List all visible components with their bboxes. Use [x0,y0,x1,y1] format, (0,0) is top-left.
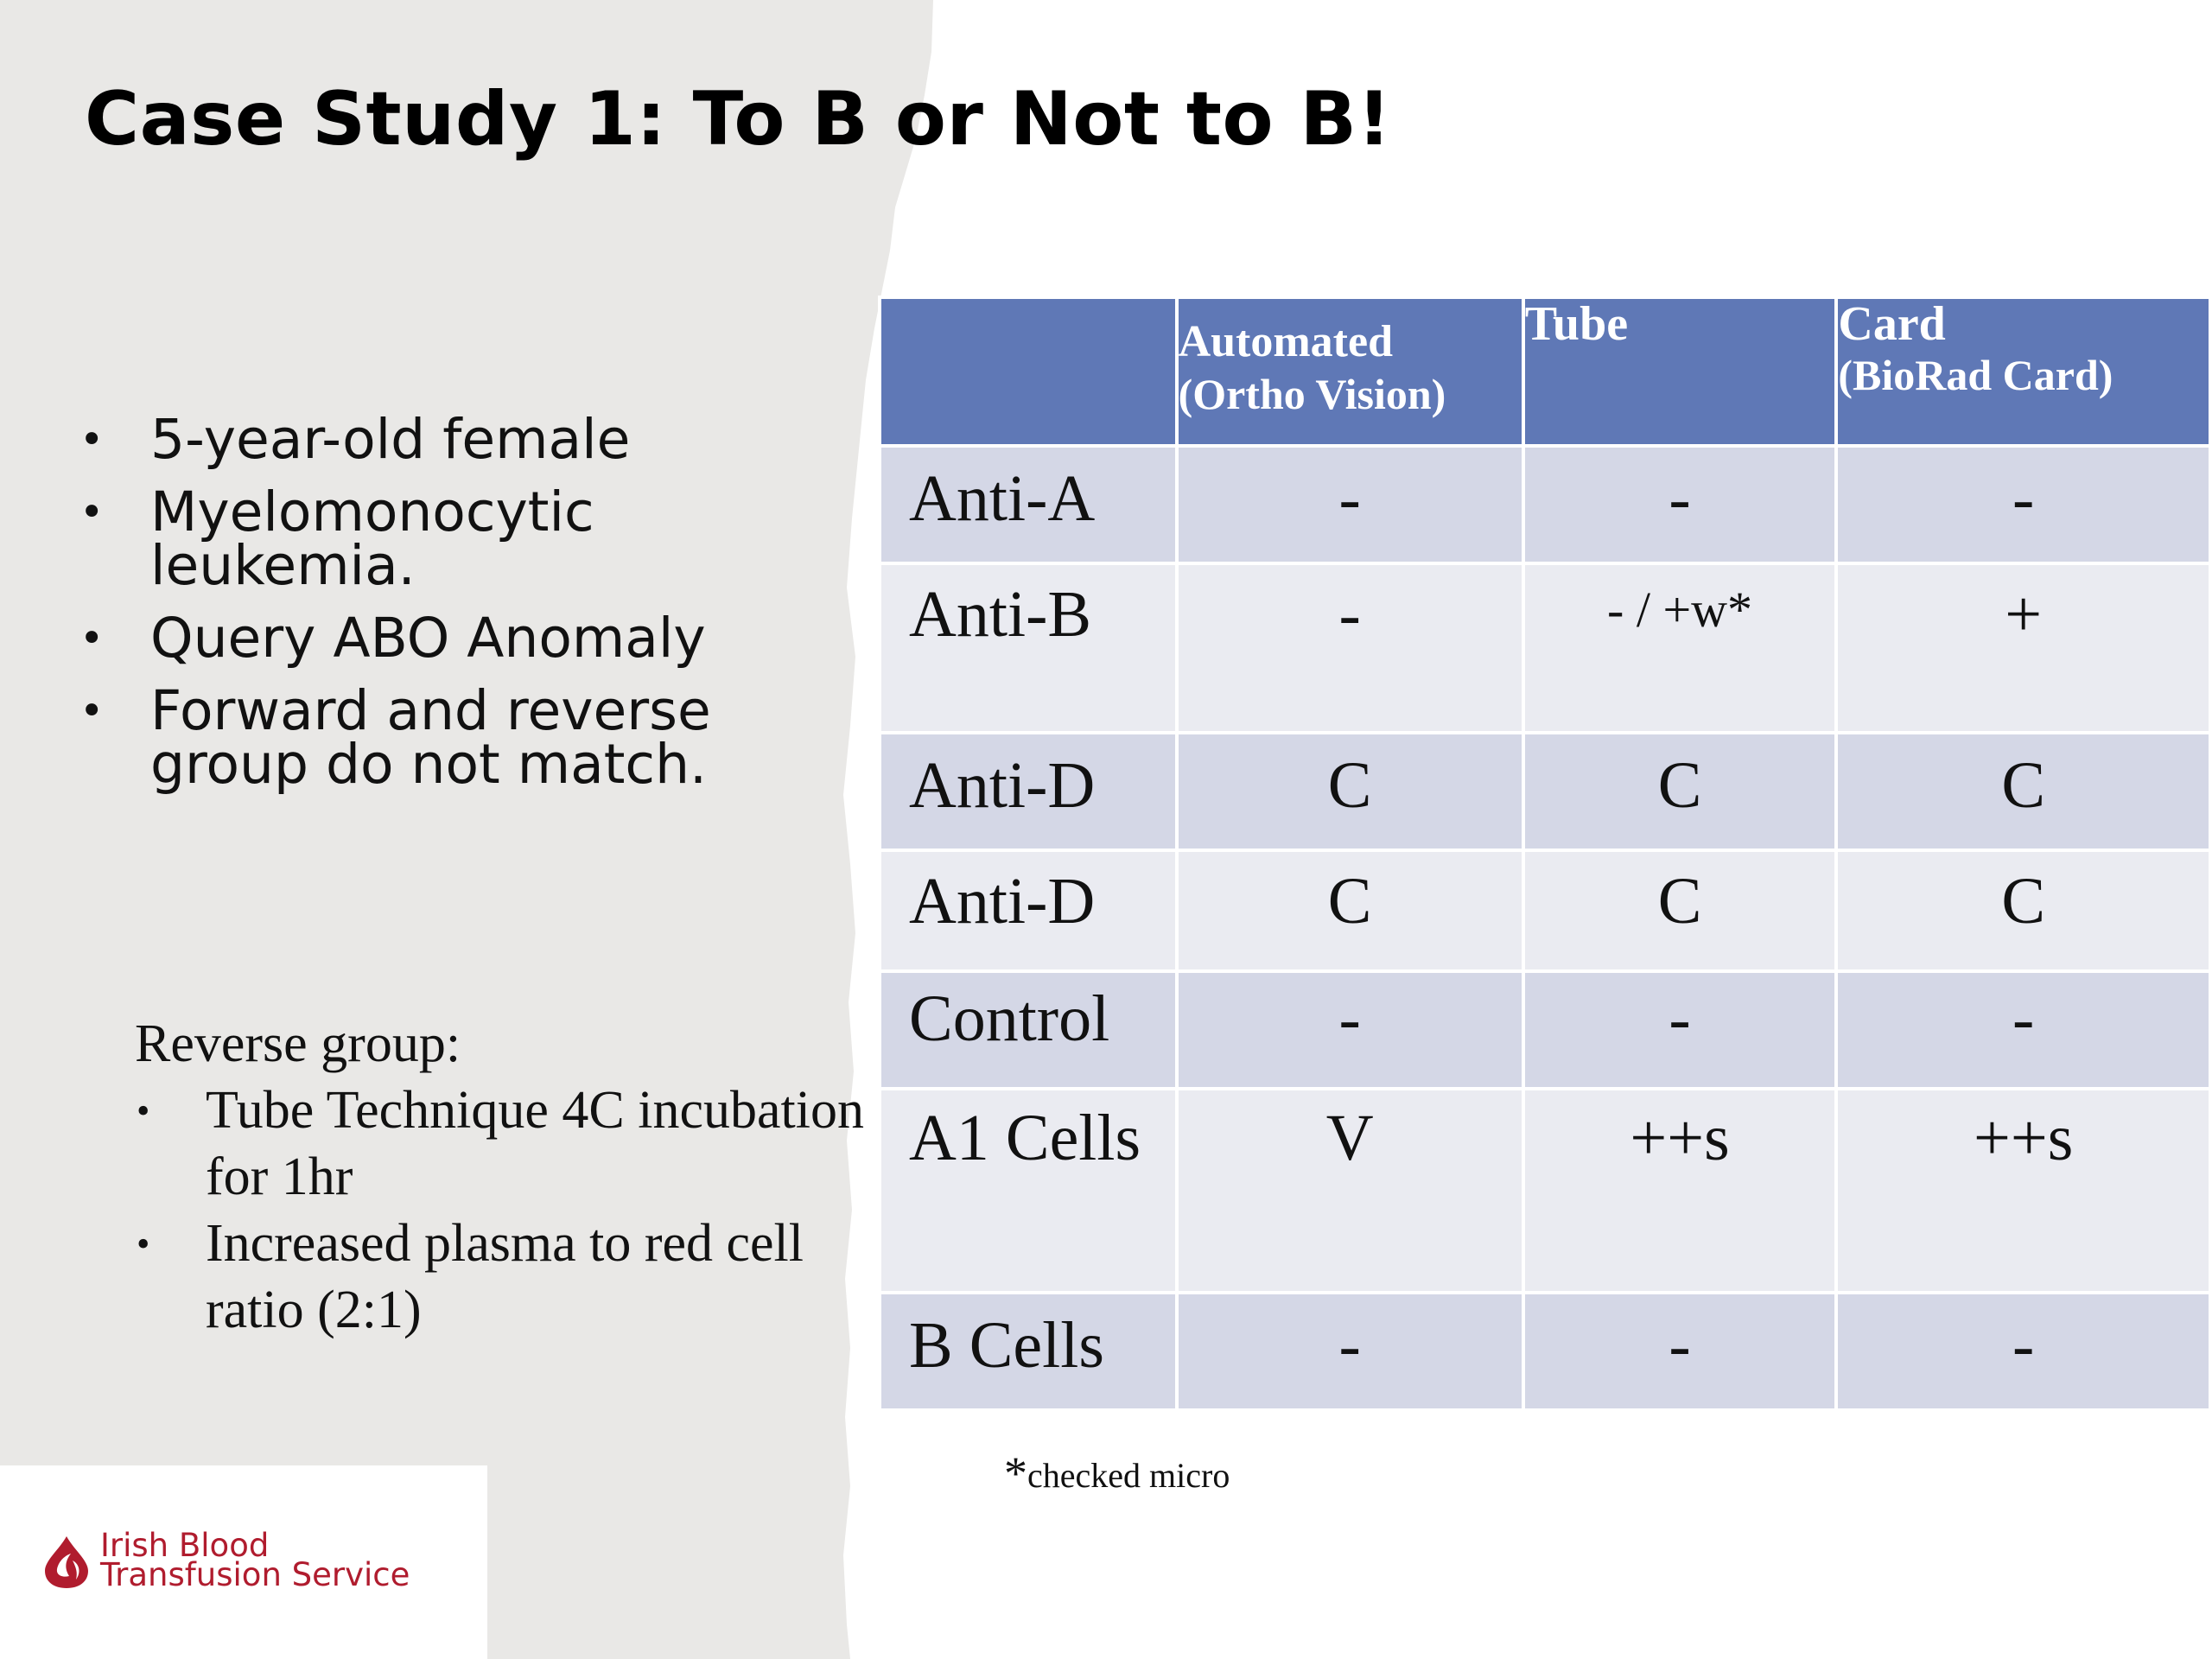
table-row [880,971,2210,1089]
cell-automated: - [1177,563,1523,733]
reverse-group-notes [135,1011,878,1344]
blood-drop-icon [40,1535,93,1590]
row-label: Anti-B [880,563,1177,733]
reverse-group-heading: Reverse group: [135,1014,461,1073]
logo-line-1: Irish Blood [100,1527,270,1564]
cell-card: C [1836,850,2210,971]
cell-card: - [1836,971,2210,1089]
bullet-icon: • [137,1223,150,1265]
cell-automated: C [1177,733,1523,850]
header-sublabel: (Ortho Vision) [1178,370,1446,418]
header-label: Card [1838,297,1946,351]
cell-automated: - [1177,971,1523,1089]
bullet-icon: • [137,1090,150,1132]
results-table [878,296,2212,1412]
row-label: A1 Cells [880,1089,1177,1293]
cell-card: C [1836,733,2210,850]
patient-info-list [76,408,854,810]
cell-automated: - [1177,446,1523,563]
table-row [880,1293,2210,1410]
list-item [135,1211,878,1344]
cell-card: - [1836,1293,2210,1410]
row-label: Control [880,971,1177,1089]
header-automated [1177,297,1523,446]
cell-tube: C [1523,850,1837,971]
table-row [880,733,2210,850]
cell-tube: - [1523,1293,1837,1410]
cell-tube: - / +w* [1523,563,1837,733]
bullet-text: Myelomonocytic leukemia. [150,480,594,597]
header-cell-empty [880,297,1177,446]
bullet-text: Tube Technique 4C incubation for 1hr [206,1081,864,1206]
row-label: B Cells [880,1293,1177,1410]
list-item [76,408,854,471]
cell-card: + [1836,563,2210,733]
bullet-text: Forward and reverse group do not match. [150,679,711,796]
cell-tube: ++s [1523,1089,1837,1293]
row-label: Anti-D [880,733,1177,850]
table-header-row [880,297,2210,446]
footnote [1004,1447,1230,1509]
cell-tube: - [1523,446,1837,563]
footnote-star: * [1004,1447,1027,1499]
slide-title: Case Study 1: To B or Not to B! [85,76,1392,162]
list-item [135,1077,878,1211]
bullet-icon: • [79,488,105,537]
row-label: Anti-D [880,850,1177,971]
table-row [880,1089,2210,1293]
cell-tube: C [1523,733,1837,850]
cell-automated: C [1177,850,1523,971]
logo-line-2: Transfusion Service [100,1556,410,1593]
table-row [880,563,2210,733]
cell-card: ++s [1836,1089,2210,1293]
list-item [76,480,854,597]
row-label: Anti-A [880,446,1177,563]
cell-card: - [1836,446,2210,563]
list-item [76,607,854,670]
bullet-icon: • [79,687,105,735]
cell-automated: V [1177,1089,1523,1293]
footnote-text: checked micro [1027,1456,1230,1495]
table-row [880,446,2210,563]
organization-logo-text [100,1527,410,1593]
cell-tube: - [1523,971,1837,1089]
list-item [76,679,854,796]
bullet-text: Query ABO Anomaly [150,607,706,670]
header-sublabel: (BioRad Card) [1838,351,2113,399]
bullet-icon: • [79,614,105,663]
cell-automated: - [1177,1293,1523,1410]
header-label: Automated [1178,317,1393,366]
bullet-text: Increased plasma to red cell ratio (2:1) [206,1214,804,1339]
bullet-icon: • [79,416,105,464]
header-label: Tube [1524,297,1629,351]
header-tube [1523,297,1837,446]
bullet-text: 5-year-old female [150,408,631,471]
header-card [1836,297,2210,446]
table-row [880,850,2210,971]
